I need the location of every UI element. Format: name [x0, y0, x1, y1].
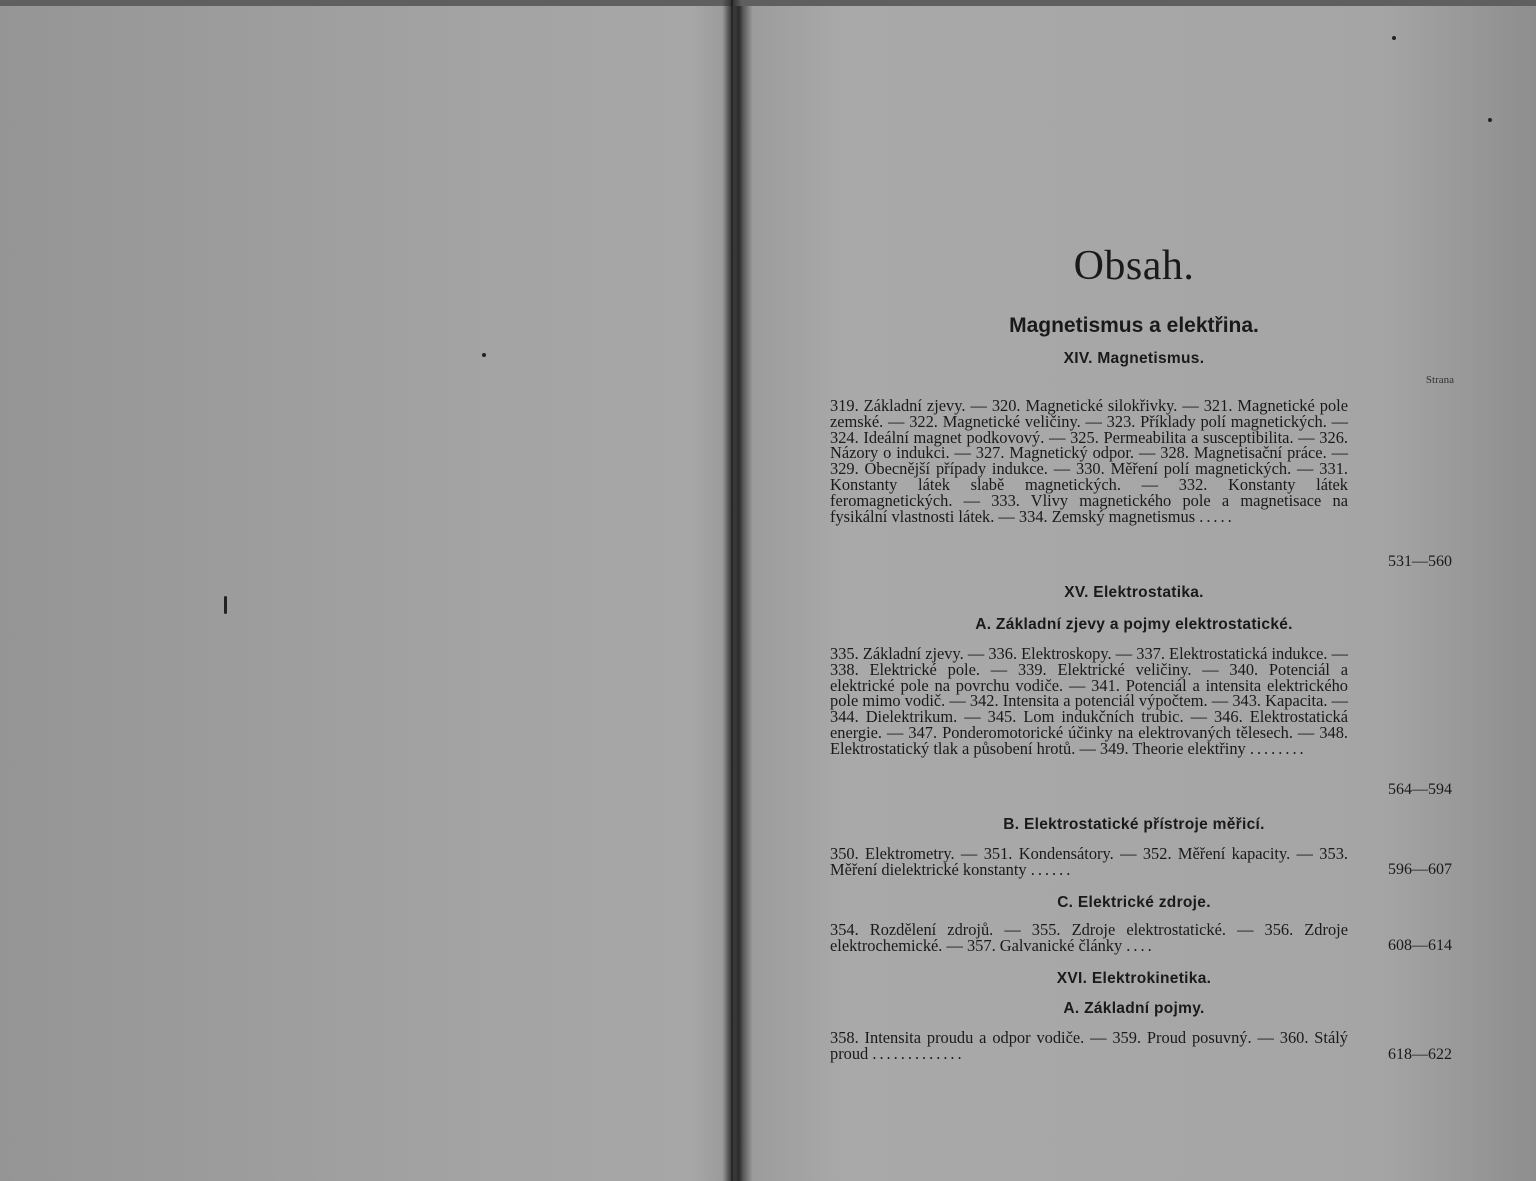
toc-entry-text: 350. Elektrometry. — 351. Kondensátory. — 352. Měření kapacity. — 353. Měření dielektrické konstanty [830, 844, 1348, 879]
toc-entry-text: 319. Základní zjevy. — 320. Magnetické silokřivky. — 321. Magnetické pole zemské. — 322. Magnetické veličiny. — 323. Příklady polí magnetických. — 324. Ideální magnet podkovový. — 325. Permeabilita a susceptibilita. — 326. Názory o indukci. — 327. Magnetický odpor. — 328. Magnetisační práce. — 329. Obecnější případy indukce. — 330. Měření polí magnetických. — 331. Konstanty látek slabě magnetických. — 332. Konstanty látek feromagnetických. — 333. Vlivy magnetického pole a magnetisace na fysikální vlastnosti látek. — 334. Zemský magnetismus [830, 396, 1348, 526]
page-range: 596—607 [1388, 861, 1452, 878]
section-heading: C. Elektrické zdroje. [1057, 894, 1211, 911]
leader-dots: ............. [872, 1043, 965, 1063]
chapter-heading-xv: XV. Elektrostatika. [1064, 584, 1204, 601]
part-title: Magnetismus a elektřina. [1009, 314, 1259, 337]
toc-entry-text: 354. Rozdělení zdrojů. — 355. Zdroje elektrostatické. — 356. Zdroje elektrochemické. — 357. Galvanické články [830, 920, 1348, 955]
chapter-heading-xiv: XIV. Magnetismus. [1063, 350, 1205, 367]
paper-speck [224, 596, 227, 614]
section-heading: B. Elektrostatické přístroje měřicí. [1003, 816, 1265, 833]
book-spine [722, 0, 742, 1181]
chapter-heading-xvi: XVI. Elektrokinetika. [1056, 970, 1212, 987]
page-range: 531—560 [1388, 553, 1452, 570]
toc-entry [830, 922, 1348, 954]
section-heading: A. Základní zjevy a pojmy elektrostatické. [975, 616, 1293, 633]
page-range: 618—622 [1388, 1046, 1452, 1063]
leader-dots: .... [1126, 935, 1155, 955]
page-range: 608—614 [1388, 937, 1452, 954]
section-heading: A. Základní pojmy. [1063, 1000, 1205, 1017]
toc-entry [830, 398, 1348, 524]
leader-dots: ...... [1030, 859, 1074, 879]
toc-entry [830, 1030, 1348, 1062]
leader-dots: ........ [1249, 738, 1307, 758]
leader-dots: ..... [1199, 506, 1235, 526]
page-range: 564—594 [1388, 781, 1452, 798]
table-of-contents-page [820, 0, 1460, 1181]
toc-entry-text: 358. Intensita proudu a odpor vodiče. — 359. Proud posuvný. — 360. Stálý proud [830, 1028, 1348, 1063]
toc-entry-text: 335. Základní zjevy. — 336. Elektroskopy. — 337. Elektrostatická indukce. — 338. Elektrické pole. — 339. Elektrické veličiny. — 340. Potenciál a elektrické pole na povrchu vodiče. — 341. Potenciál a intensita elektrického pole mimo vodič. — 342. Intensita a potenciál výpočtem. — 343. Kapacita. — 344. Dielektrikum. — 345. Lom indukčních trubic. — 346. Elektrostatická energie. — 347. Ponderomotorické účinky na elektrovaných tělesech. — 348. Elektrostatický tlak a působení hrotů. — 349. Theorie elektřiny [830, 644, 1348, 758]
page-title: Obsah. [1073, 243, 1195, 289]
paper-speck [482, 353, 486, 357]
page-column-label: Strana [1425, 374, 1454, 386]
paper-speck [1488, 118, 1492, 122]
toc-entry [830, 846, 1348, 878]
toc-entry [830, 646, 1348, 757]
